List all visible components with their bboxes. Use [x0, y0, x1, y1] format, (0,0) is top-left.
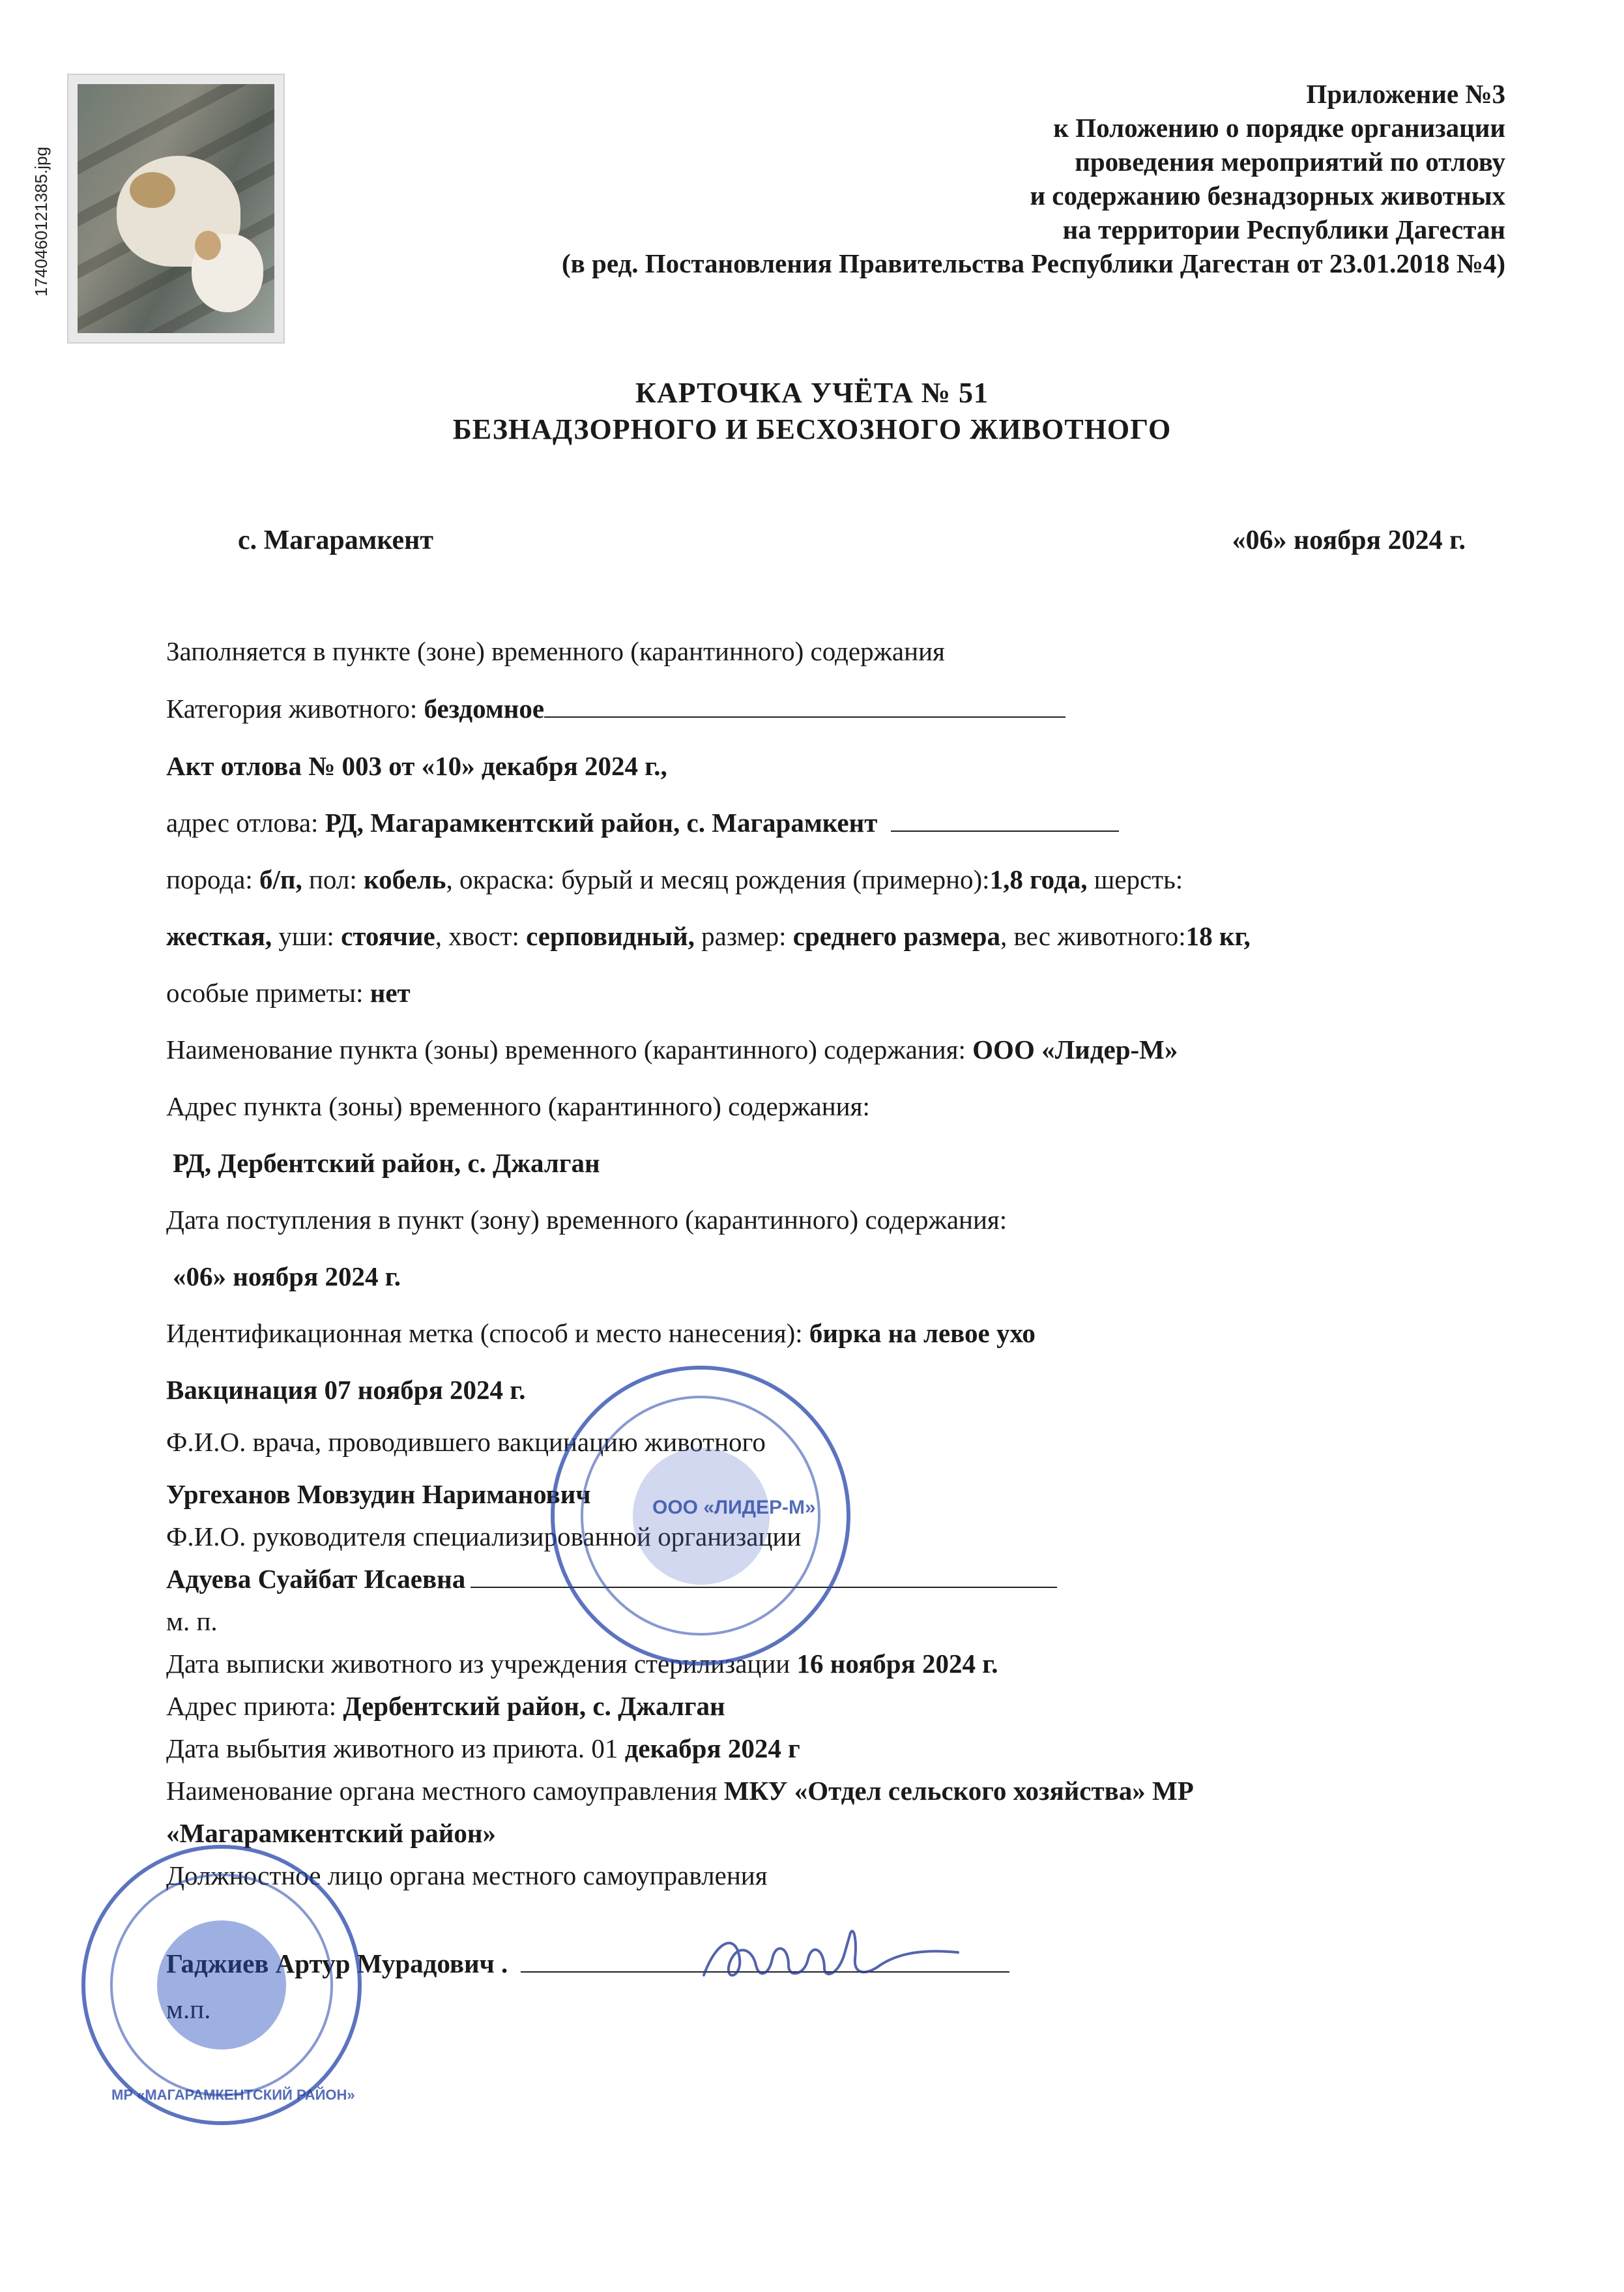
fur-row: жесткая, уши: стоячие, хвост: серповидный, размер: среднего размера, вес животного:18 кг, — [166, 921, 1251, 951]
facility-address-label: Адрес пункта (зоны) временного (карантинного) содержания: — [166, 1091, 870, 1121]
annex-line: проведения мероприятий по отлову — [1075, 147, 1505, 177]
departure-row: Дата выбытия животного из приюта. 01 декабря 2024 г — [166, 1733, 800, 1763]
annex-line: на территории Республики Дагестан — [1062, 214, 1505, 244]
fur-value: жесткая, — [166, 921, 272, 951]
weight-value: 18 кг, — [1185, 921, 1251, 951]
underline — [544, 694, 1066, 718]
facility-address-value: РД, Дербентский район, с. Джалган — [173, 1148, 600, 1178]
official-signature — [691, 1913, 964, 1998]
stamp-municipal — [81, 1845, 362, 2125]
sex-value: кобель — [364, 864, 446, 894]
arrival-date-label: Дата поступления в пункт (зону) временного (карантинного) содержания: — [166, 1205, 1008, 1235]
size-value: среднего размера — [792, 921, 1000, 951]
ears-value: стоячие — [341, 921, 435, 951]
annex-header — [562, 77, 1505, 280]
underline — [891, 808, 1119, 832]
id-mark-row: Идентификационная метка (способ и место нанесения): бирка на левое ухо — [166, 1318, 1036, 1348]
annex-line: и содержанию безнадзорных животных — [1030, 181, 1505, 211]
vaccination-row: Вакцинация 07 ноября 2024 г. — [166, 1375, 526, 1405]
breed-value: б/п, — [259, 864, 309, 894]
annex-line: Приложение №3 — [1306, 79, 1505, 109]
dog-photo — [68, 75, 283, 342]
tail-value: серповидный, — [526, 921, 695, 951]
category-value: бездомное — [424, 694, 545, 724]
mp-2: м.п. — [166, 1994, 211, 2024]
authority-row-2: «Магарамкентский район» — [166, 1818, 496, 1848]
breed-row: порода: б/п, пол: кобель, окраска: бурый и месяц рождения (примерно):1,8 года, шерсть: — [166, 864, 1183, 894]
capture-address-value: РД, Магарамкентский район, с. Магарамкент — [325, 808, 878, 838]
annex-line: к Положению о порядке организации — [1053, 113, 1505, 143]
shelter-address-value: Дербентский район, с. Джалган — [343, 1691, 725, 1721]
capture-address-row: адрес отлова: РД, Магарамкентский район, с. Магарамкент — [166, 807, 1119, 838]
stamp-lider-m-text: ООО «ЛИДЕР-М» — [652, 1497, 816, 1518]
marks-row: особые приметы: нет — [166, 978, 411, 1008]
card-title — [0, 375, 1624, 448]
head-label: Ф.И.О. руководителя специализированной организации — [166, 1521, 802, 1551]
vet-value: Ургеханов Мовзудин Нариманович — [166, 1479, 591, 1509]
arrival-date-value: «06» ноября 2024 г. — [173, 1261, 401, 1291]
stamp-municipal-text: МР «МАГАРАМКЕНТСКИЙ РАЙОН» — [111, 2087, 355, 2103]
discharge-value: 16 ноября 2024 г. — [796, 1649, 998, 1679]
card-date: «06» ноября 2024 г. — [1232, 525, 1466, 555]
annex-line: (в ред. Постановления Правительства Республики Дагестан от 23.01.2018 №4) — [562, 248, 1505, 278]
photo-filename: 1740460121385.jpg — [31, 147, 51, 297]
capture-act: Акт отлова № 003 от «10» декабря 2024 г., — [166, 751, 667, 781]
marks-value: нет — [370, 978, 411, 1008]
discharge-row: Дата выписки животного из учреждения стерилизации 16 ноября 2024 г. — [166, 1649, 998, 1679]
authority-value: МКУ «Отдел сельского хозяйства» МР — [723, 1776, 1194, 1806]
age-value: 1,8 года, — [989, 864, 1088, 894]
category-row: Категория животного: бездомное — [166, 693, 1066, 724]
facility-name-row: Наименование пункта (зоны) временного (карантинного) содержания: ООО «Лидер-М» — [166, 1035, 1178, 1065]
place: с. Магарамкент — [238, 525, 433, 555]
filled-in-note: Заполняется в пункте (зоне) временного (карантинного) содержания — [166, 636, 945, 666]
stamp-lider-m — [551, 1366, 850, 1666]
head-value-row: Адуева Суайбат Исаевна — [166, 1563, 1057, 1594]
mp-1: м. п. — [166, 1606, 218, 1636]
card-title-line2: БЕЗНАДЗОРНОГО И БЕСХОЗНОГО ЖИВОТНОГО — [452, 413, 1172, 445]
authority-row: Наименование органа местного самоуправления МКУ «Отдел сельского хозяйства» МР — [166, 1776, 1194, 1806]
facility-name-value: ООО «Лидер-М» — [972, 1035, 1178, 1065]
id-mark-value: бирка на левое ухо — [809, 1318, 1036, 1348]
dog-photo-image — [78, 84, 274, 333]
official-value-row: Гаджиев Артур Мурадович . — [166, 1948, 1009, 1979]
official-label: Должностное лицо органа местного самоуправления — [166, 1860, 768, 1890]
vet-label: Ф.И.О. врача, проводившего вакцинацию животного — [166, 1427, 766, 1457]
card-title-line1: КАРТОЧКА УЧЁТА № 51 — [635, 377, 989, 409]
shelter-address-row: Адрес приюта: Дербентский район, с. Джалган — [166, 1691, 725, 1721]
departure-value: декабря 2024 г — [624, 1733, 800, 1763]
